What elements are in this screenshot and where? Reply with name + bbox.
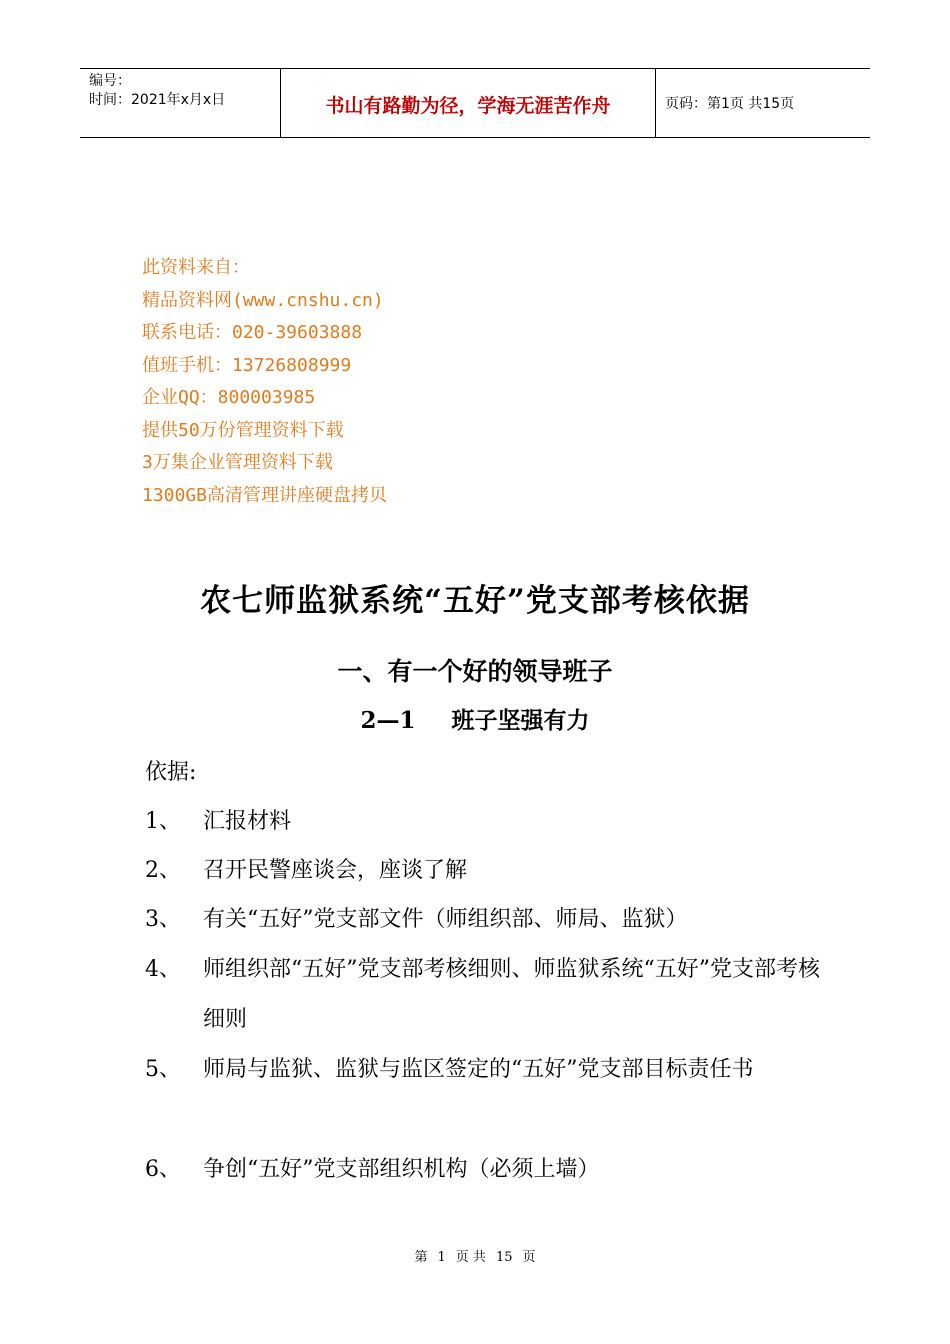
- header-motto-cell: [280, 69, 656, 137]
- footer-suffix: 页: [522, 1250, 536, 1265]
- section-heading: 一、有一个好的领导班子: [337, 657, 613, 686]
- footer-total-pages: 15: [495, 1250, 513, 1265]
- source-line: 精品资料网(www.cnshu.cn): [142, 289, 384, 311]
- page-footer: [0, 1246, 950, 1265]
- list-item-text: 争创“五好”党支部组织机构（必须上墙）: [203, 1157, 600, 1182]
- footer-page-number: 1: [437, 1250, 446, 1265]
- list-item-number: 4、: [145, 957, 181, 982]
- list-item-number: 1、: [145, 809, 181, 834]
- source-line: 企业QQ：800003985: [142, 387, 316, 408]
- footer-prefix: 第: [414, 1250, 428, 1265]
- document-title: 农七师监狱系统“五好”党支部考核依据: [200, 583, 750, 619]
- list-item-text: 师局与监狱、监狱与监区签定的“五好”党支部目标责任书: [203, 1057, 754, 1082]
- source-line: 1300GB高清管理讲座硬盘拷贝: [142, 484, 388, 506]
- subsection-title: 班子坚强有力: [451, 707, 590, 734]
- source-line: 3万集企业管理资料下载: [142, 452, 333, 473]
- basis-label: 依据:: [145, 760, 197, 785]
- number-label: 编号：: [89, 73, 131, 89]
- header-left-cell: [80, 69, 280, 137]
- list-item-text: 师组织部“五好”党支部考核细则、师监狱系统“五好”党支部考核细则: [203, 957, 820, 1032]
- footer-mid: 页 共: [455, 1250, 486, 1265]
- list-item-number: 3、: [145, 907, 181, 932]
- source-info-block: [142, 254, 387, 514]
- list-item-number: 5、: [145, 1057, 181, 1082]
- date-label: 时间：2021年x月x日: [89, 92, 226, 108]
- list-item-number: 6、: [145, 1157, 181, 1182]
- motto: 书山有路勤为径，学海无涯苦作舟: [325, 95, 611, 117]
- source-line: 此资料来自：: [142, 257, 250, 278]
- list-item-number: 2、: [145, 858, 181, 883]
- subsection-number: 2—1: [360, 707, 416, 734]
- document-header: [80, 68, 870, 138]
- list-item-text: 汇报材料: [203, 809, 292, 834]
- list-item-text: 召开民警座谈会，座谈了解: [203, 858, 468, 883]
- header-page-cell: [655, 69, 870, 137]
- source-line: 提供50万份管理资料下载: [142, 419, 344, 441]
- source-line: 值班手机：13726808999: [142, 354, 352, 376]
- list-item-text: 有关“五好”党支部文件（师组织部、师局、监狱）: [203, 907, 688, 932]
- subsection-heading: [0, 702, 950, 735]
- source-line: 联系电话：020-39603888: [142, 322, 363, 343]
- page-info: 页码：第1页 共15页: [665, 96, 795, 112]
